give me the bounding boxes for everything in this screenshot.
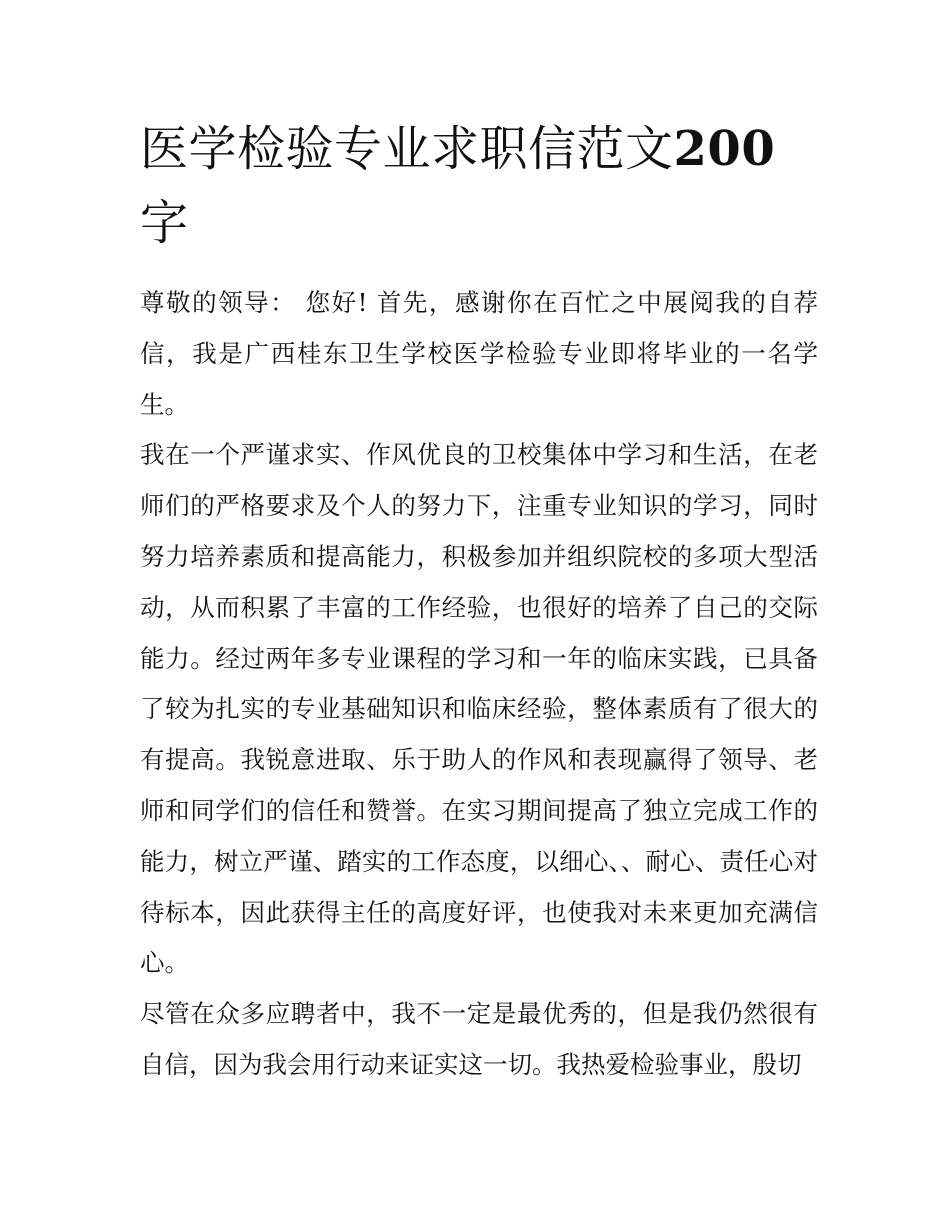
document-body (140, 278, 818, 1091)
title-number: 200 (673, 121, 776, 177)
paragraph-experience: 我在一个严谨求实、作风优良的卫校集体中学习和生活，在老师们的严格要求及个人的努力下，注重专业知识的学习，同时努力培养素质和提高能力，积极参加并组织院校的多项大型活动，从而积累了丰富的工作经验，也很好的培养了自己的交际能力。经过两年多专业课程的学习和一年的临床实践，已具备了较为扎实的专业基础知识和临床经验，整体素质有了很大的有提高。我锐意进取、乐于助人的作风和表现赢得了领导、老师和同学们的信任和赞誉。在实习期间提高了独立完成工作的能力，树立严谨、踏实的工作态度，以细心、、耐心、责任心对待标本，因此获得主任的高度好评，也使我对未来更加充满信心。 (140, 440, 818, 978)
title-suffix: 字 (140, 195, 189, 251)
paragraph-greeting: 尊敬的领导： 您好! 首先，感谢你在百忙之中展阅我的自荐信，我是广西桂东卫生学校医学检验专业即将毕业的一名学生。 (140, 288, 818, 419)
paragraph-confidence: 尽管在众多应聘者中，我不一定是最优秀的，但是我仍然很有自信，因为我会用行动来证实这一切。我热爱检验事业，殷切 (140, 999, 818, 1079)
title-text: 医学检验专业求职信范文 (140, 121, 674, 177)
document-title (140, 112, 820, 260)
